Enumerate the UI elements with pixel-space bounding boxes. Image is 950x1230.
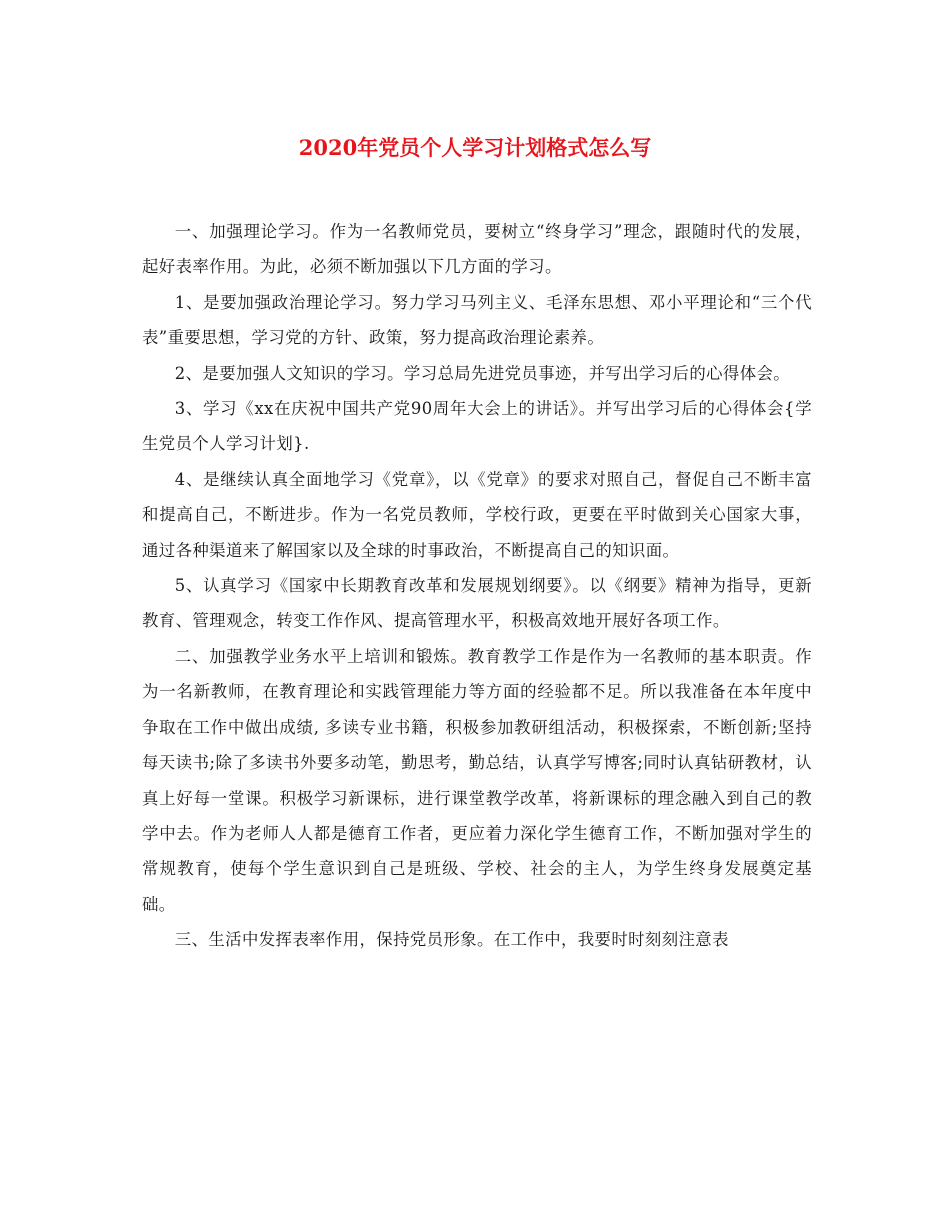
paragraph-2: 1、是要加强政治理论学习。努力学习马列主义、毛泽东思想、邓小平理论和“三个代表”重要思想，学习党的方针、政策，努力提高政治理论素养。 [142,292,812,348]
paragraph-6: 5、认真学习《国家中长期教育改革和发展规划纲要》。以《纲要》精神为指导，更新教育、管理观念，转变工作作风、提高管理水平，积极高效地开展好各项工作。 [142,576,812,631]
paragraph-1: 一、加强理论学习。作为一名教师党员，要树立“终身学习”理念，跟随时代的发展，起好表率作用。为此，必须不断加强以下几方面的学习。 [142,222,812,277]
document-title: 2020年党员个人学习计划格式怎么写 [298,135,652,160]
paragraph-8: 三、生活中发挥表率作用，保持党员形象。在工作中，我要时时刻刻注意表 [174,930,729,950]
paragraph-3: 2、是要加强人文知识的学习。学习总局先进党员事迹，并写出学习后的心得体会。 [174,363,791,383]
document-body [142,214,812,958]
paragraph-7: 二、加强教学业务水平上培训和锻炼。教育教学工作是作为一名教师的基本职责。作为一名新教师，在教育理论和实践管理能力等方面的经验都不足。所以我准备在本年度中争取在工作中做出成绩, 多读专业书籍，积极参加教研组活动，积极探索，不断创新;坚持每天读书;除了多读书外要多动笔，勤思考，勤总结，认真学写博客;同时认真钻研教材，认真上好每一堂课。积极学习新课标，进行课堂教学改革，将新课标的理念融入到自己的教学中去。作为老师人人都是德育工作者，更应着力深化学生德育工作，不断加强对学生的常规教育，使每个学生意识到自己是班级、学校、社会的主人，为学生终身发展奠定基础。 [142,646,812,914]
paragraph-5: 4、是继续认真全面地学习《党章》，以《党章》的要求对照自己，督促自己不断丰富和提高自己，不断进步。作为一名党员教师，学校行政，更要在平时做到关心国家大事，通过各种渠道来了解国家以及全球的时事政治，不断提高自己的知识面。 [142,469,812,560]
paragraph-4: 3、学习《xx在庆祝中国共产党90周年大会上的讲话》。并写出学习后的心得体会{学生党员个人学习计划}. [142,399,812,454]
